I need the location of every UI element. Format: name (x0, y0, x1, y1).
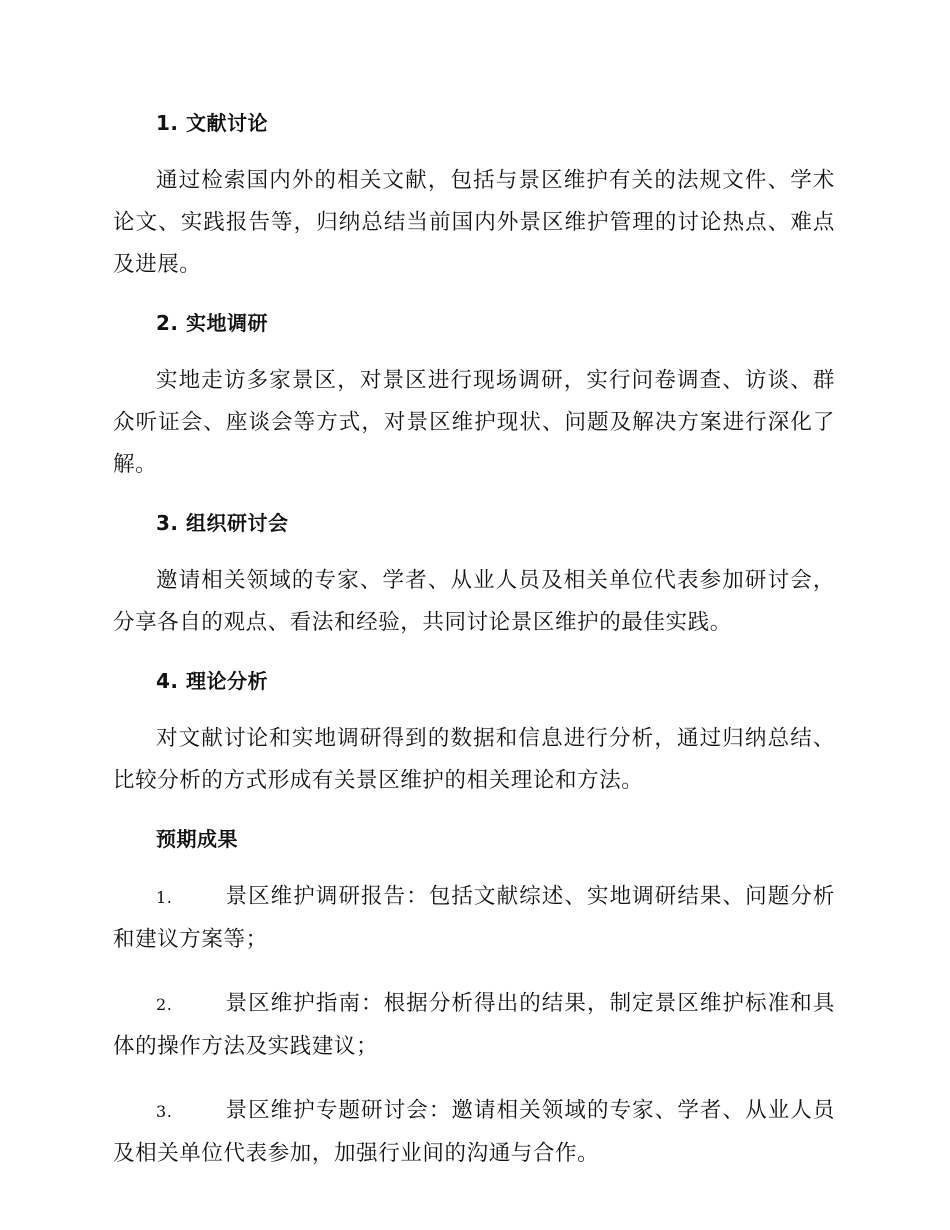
outcome-item-number: 2. (156, 995, 173, 1014)
section-heading-fieldwork: 2. 实地调研 (156, 311, 268, 335)
section-heading-theory: 4. 理论分析 (156, 669, 268, 693)
section-body-fieldwork: 实地走访多家景区，对景区进行现场调研，实行问卷调查、访谈、群众听证会、座谈会等方式，对景区维护现状、问题及解决方案进行深化了解。 (113, 368, 835, 477)
section-body-seminar: 邀请相关领域的专家、学者、从业人员及相关单位代表参加研讨会，分享各自的观点、看法和经验，共同讨论景区维护的最佳实践。 (113, 568, 835, 635)
document-page (113, 108, 835, 1197)
outcomes-heading: 预期成果 (156, 827, 238, 851)
outcome-item (113, 983, 835, 1068)
outcome-item-text: 景区维护指南：根据分析得出的结果，制定景区维护标准和具体的操作方法及实践建议； (113, 991, 835, 1059)
section-body-theory: 对文献讨论和实地调研得到的数据和信息进行分析，通过归纳总结、比较分析的方式形成有关景区维护的相关理论和方法。 (113, 726, 835, 793)
section-heading-seminar: 3. 组织研讨会 (156, 511, 289, 535)
section-body-literature: 通过检索国内外的相关文献，包括与景区维护有关的法规文件、学术论文、实践报告等，归纳总结当前国内外景区维护管理的讨论热点、难点及进展。 (113, 168, 835, 277)
section-heading-literature: 1. 文献讨论 (156, 111, 268, 135)
outcome-item-number: 1. (156, 888, 173, 907)
outcome-item-text: 景区维护调研报告：包括文献综述、实地调研结果、问题分析和建议方案等； (113, 884, 835, 952)
outcome-item (113, 876, 835, 961)
outcome-item (113, 1090, 835, 1175)
outcome-item-text: 景区维护专题研讨会：邀请相关领域的专家、学者、从业人员及相关单位代表参加，加强行业间的沟通与合作。 (113, 1098, 835, 1166)
outcome-item-number: 3. (156, 1102, 173, 1121)
